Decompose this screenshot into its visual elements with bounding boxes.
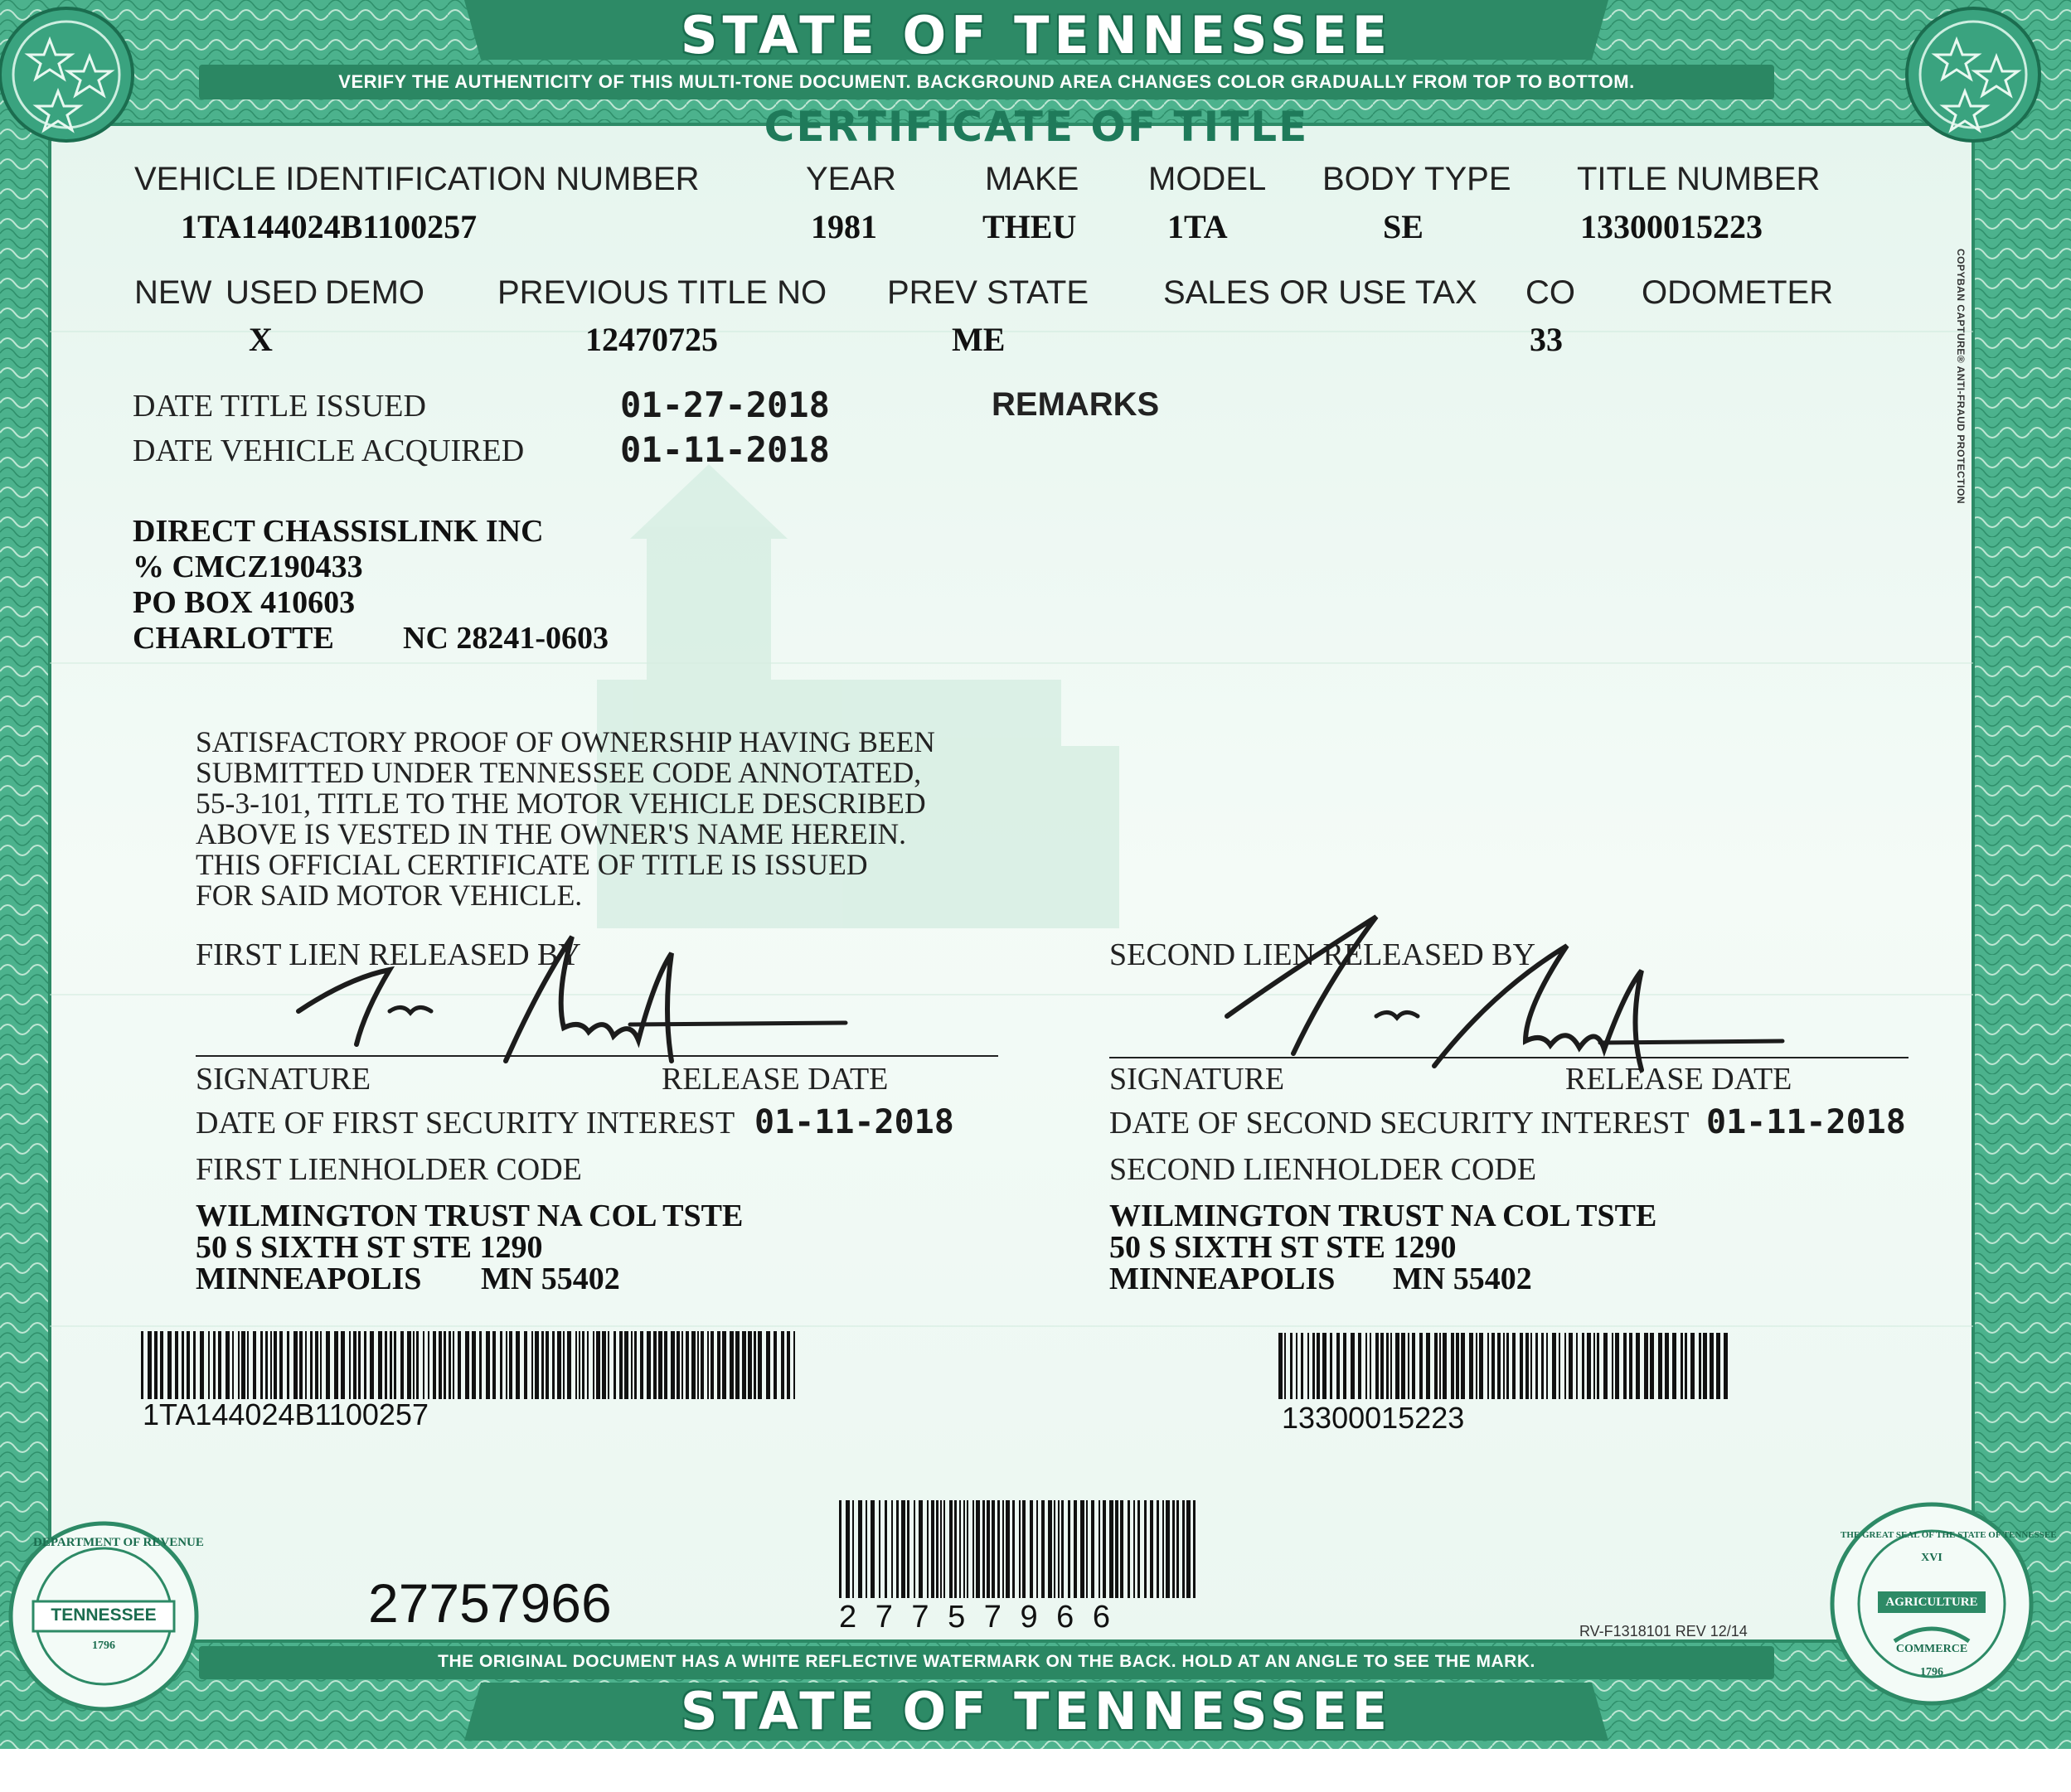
vin-label: VEHICLE IDENTIFICATION NUMBER (134, 161, 700, 197)
prev-state-label: PREV STATE (887, 274, 1089, 311)
odometer-label: ODOMETER (1642, 274, 1834, 311)
date-acquired-label: DATE VEHICLE ACQUIRED (133, 433, 525, 468)
statement-line: SUBMITTED UNDER TENNESSEE CODE ANNOTATED, (196, 756, 922, 789)
first-security-date: 01-11-2018 (754, 1103, 954, 1141)
prev-state-value: ME (952, 321, 1006, 358)
revenue-seal-name: TENNESSEE (51, 1606, 157, 1625)
second-lien-released-label: SECOND LIEN RELEASED BY (1109, 937, 1536, 972)
first-security-label: DATE OF FIRST SECURITY INTEREST (196, 1106, 735, 1141)
vin-barcode (141, 1331, 801, 1399)
statement-line: ABOVE IS VESTED IN THE OWNER'S NAME HEREIN. (196, 817, 907, 850)
first-signature-label: SIGNATURE (196, 1062, 371, 1097)
star-medallion-left (0, 8, 133, 141)
second-signature-label: SIGNATURE (1109, 1062, 1285, 1097)
control-barcode-text: 2 7 7 5 7 9 6 6 (839, 1600, 1115, 1635)
great-seal-number: XVI (1921, 1552, 1942, 1564)
first-release-date-label: RELEASE DATE (662, 1062, 889, 1097)
county-value: 33 (1530, 321, 1563, 358)
owner-name: DIRECT CHASSISLINK INC (133, 514, 544, 549)
state-banner-top: STATE OF TENNESSEE (680, 5, 1393, 65)
great-seal-agriculture: AGRICULTURE (1885, 1596, 1978, 1609)
demo-label: DEMO (325, 274, 424, 311)
statement-line: 55-3-101, TITLE TO THE MOTOR VEHICLE DESCRIBED (196, 787, 926, 820)
statement-line: SATISFACTORY PROOF OF OWNERSHIP HAVING BEEN (196, 725, 935, 758)
revenue-seal-year: 1796 (92, 1639, 115, 1652)
second-lienholder-state-zip: MN 55402 (1393, 1262, 1532, 1296)
first-lienholder-name: WILMINGTON TRUST NA COL TSTE (196, 1199, 744, 1233)
second-lienholder-code-label: SECOND LIENHOLDER CODE (1109, 1152, 1537, 1187)
first-lien-released-label: FIRST LIEN RELEASED BY (196, 937, 581, 972)
anti-fraud-side-text: COPYBAN CAPTURE® ANTI-FRAUD PROTECTION (1955, 249, 1967, 505)
body-type-value: SE (1383, 208, 1424, 245)
title-number-label: TITLE NUMBER (1577, 161, 1821, 197)
date-issued-label: DATE TITLE ISSUED (133, 389, 426, 424)
remarks-label: REMARKS (992, 386, 1160, 423)
model-label: MODEL (1148, 161, 1267, 197)
second-security-label: DATE OF SECOND SECURITY INTEREST (1109, 1106, 1690, 1141)
verify-authenticity-text: VERIFY THE AUTHENTICITY OF THIS MULTI-TONE DOCUMENT. BACKGROUND AREA CHANGES COLOR GRADUALLY FROM TOP TO BOTTOM. (338, 71, 1635, 92)
title-number-value: 13300015223 (1580, 208, 1763, 245)
great-seal-text: THE GREAT SEAL OF THE STATE OF TENNESSEE (1841, 1530, 2057, 1540)
previous-title-label: PREVIOUS TITLE NO (497, 274, 827, 311)
first-lienholder-state-zip: MN 55402 (481, 1262, 620, 1296)
make-label: MAKE (985, 161, 1079, 197)
control-number: 27757966 (368, 1572, 612, 1634)
model-value: 1TA (1167, 208, 1228, 245)
star-medallion-right (1907, 8, 2039, 141)
second-release-date-label: RELEASE DATE (1565, 1062, 1792, 1097)
great-seal-commerce: COMMERCE (1895, 1643, 1968, 1655)
owner-po-box: PO BOX 410603 (133, 585, 356, 620)
previous-title-value: 12470725 (585, 321, 718, 358)
title-barcode-text: 13300015223 (1282, 1401, 1465, 1435)
first-lienholder-address: 50 S SIXTH ST STE 1290 (196, 1230, 543, 1265)
document-title: CERTIFICATE OF TITLE (764, 103, 1309, 151)
owner-care-of: % CMCZ190433 (133, 550, 363, 584)
second-security-date: 01-11-2018 (1706, 1103, 1906, 1141)
revenue-seal-text: DEPARTMENT OF REVENUE (33, 1536, 204, 1549)
first-lienholder-city: MINNEAPOLIS (196, 1262, 422, 1296)
used-mark: X (249, 321, 273, 358)
vin-barcode-text: 1TA144024B1100257 (143, 1397, 429, 1431)
watermark-notice: THE ORIGINAL DOCUMENT HAS A WHITE REFLECTIVE WATERMARK ON THE BACK. HOLD AT AN ANGLE TO SEE THE MARK. (438, 1652, 1535, 1671)
date-acquired-value: 01-11-2018 (620, 429, 830, 470)
title-barcode (1278, 1333, 1729, 1399)
county-label: CO (1525, 274, 1575, 311)
control-barcode (839, 1500, 1197, 1598)
statement-line: FOR SAID MOTOR VEHICLE. (196, 879, 583, 912)
used-label: USED (226, 274, 318, 311)
year-label: YEAR (806, 161, 896, 197)
date-issued-value: 01-27-2018 (620, 385, 830, 425)
statement-line: THIS OFFICIAL CERTIFICATE OF TITLE IS ISSUED (196, 848, 868, 881)
sales-tax-label: SALES OR USE TAX (1163, 274, 1477, 311)
first-lienholder-code-label: FIRST LIENHOLDER CODE (196, 1152, 582, 1187)
new-label: NEW (134, 274, 212, 311)
form-number: RV-F1318101 REV 12/14 (1579, 1623, 1748, 1639)
great-seal-year: 1796 (1920, 1666, 1943, 1678)
year-value: 1981 (811, 208, 877, 245)
owner-city: CHARLOTTE (133, 621, 334, 656)
second-lienholder-name: WILMINGTON TRUST NA COL TSTE (1109, 1199, 1657, 1233)
second-lienholder-city: MINNEAPOLIS (1109, 1262, 1336, 1296)
second-lienholder-address: 50 S SIXTH ST STE 1290 (1109, 1230, 1457, 1265)
make-value: THEU (982, 208, 1077, 245)
second-lien-signature (1210, 908, 1791, 1074)
vin-value: 1TA144024B1100257 (181, 208, 478, 245)
owner-state-zip: NC 28241-0603 (403, 621, 609, 656)
state-banner-bottom: STATE OF TENNESSEE (680, 1681, 1393, 1741)
first-lien-signature (282, 920, 862, 1078)
body-type-label: BODY TYPE (1322, 161, 1511, 197)
